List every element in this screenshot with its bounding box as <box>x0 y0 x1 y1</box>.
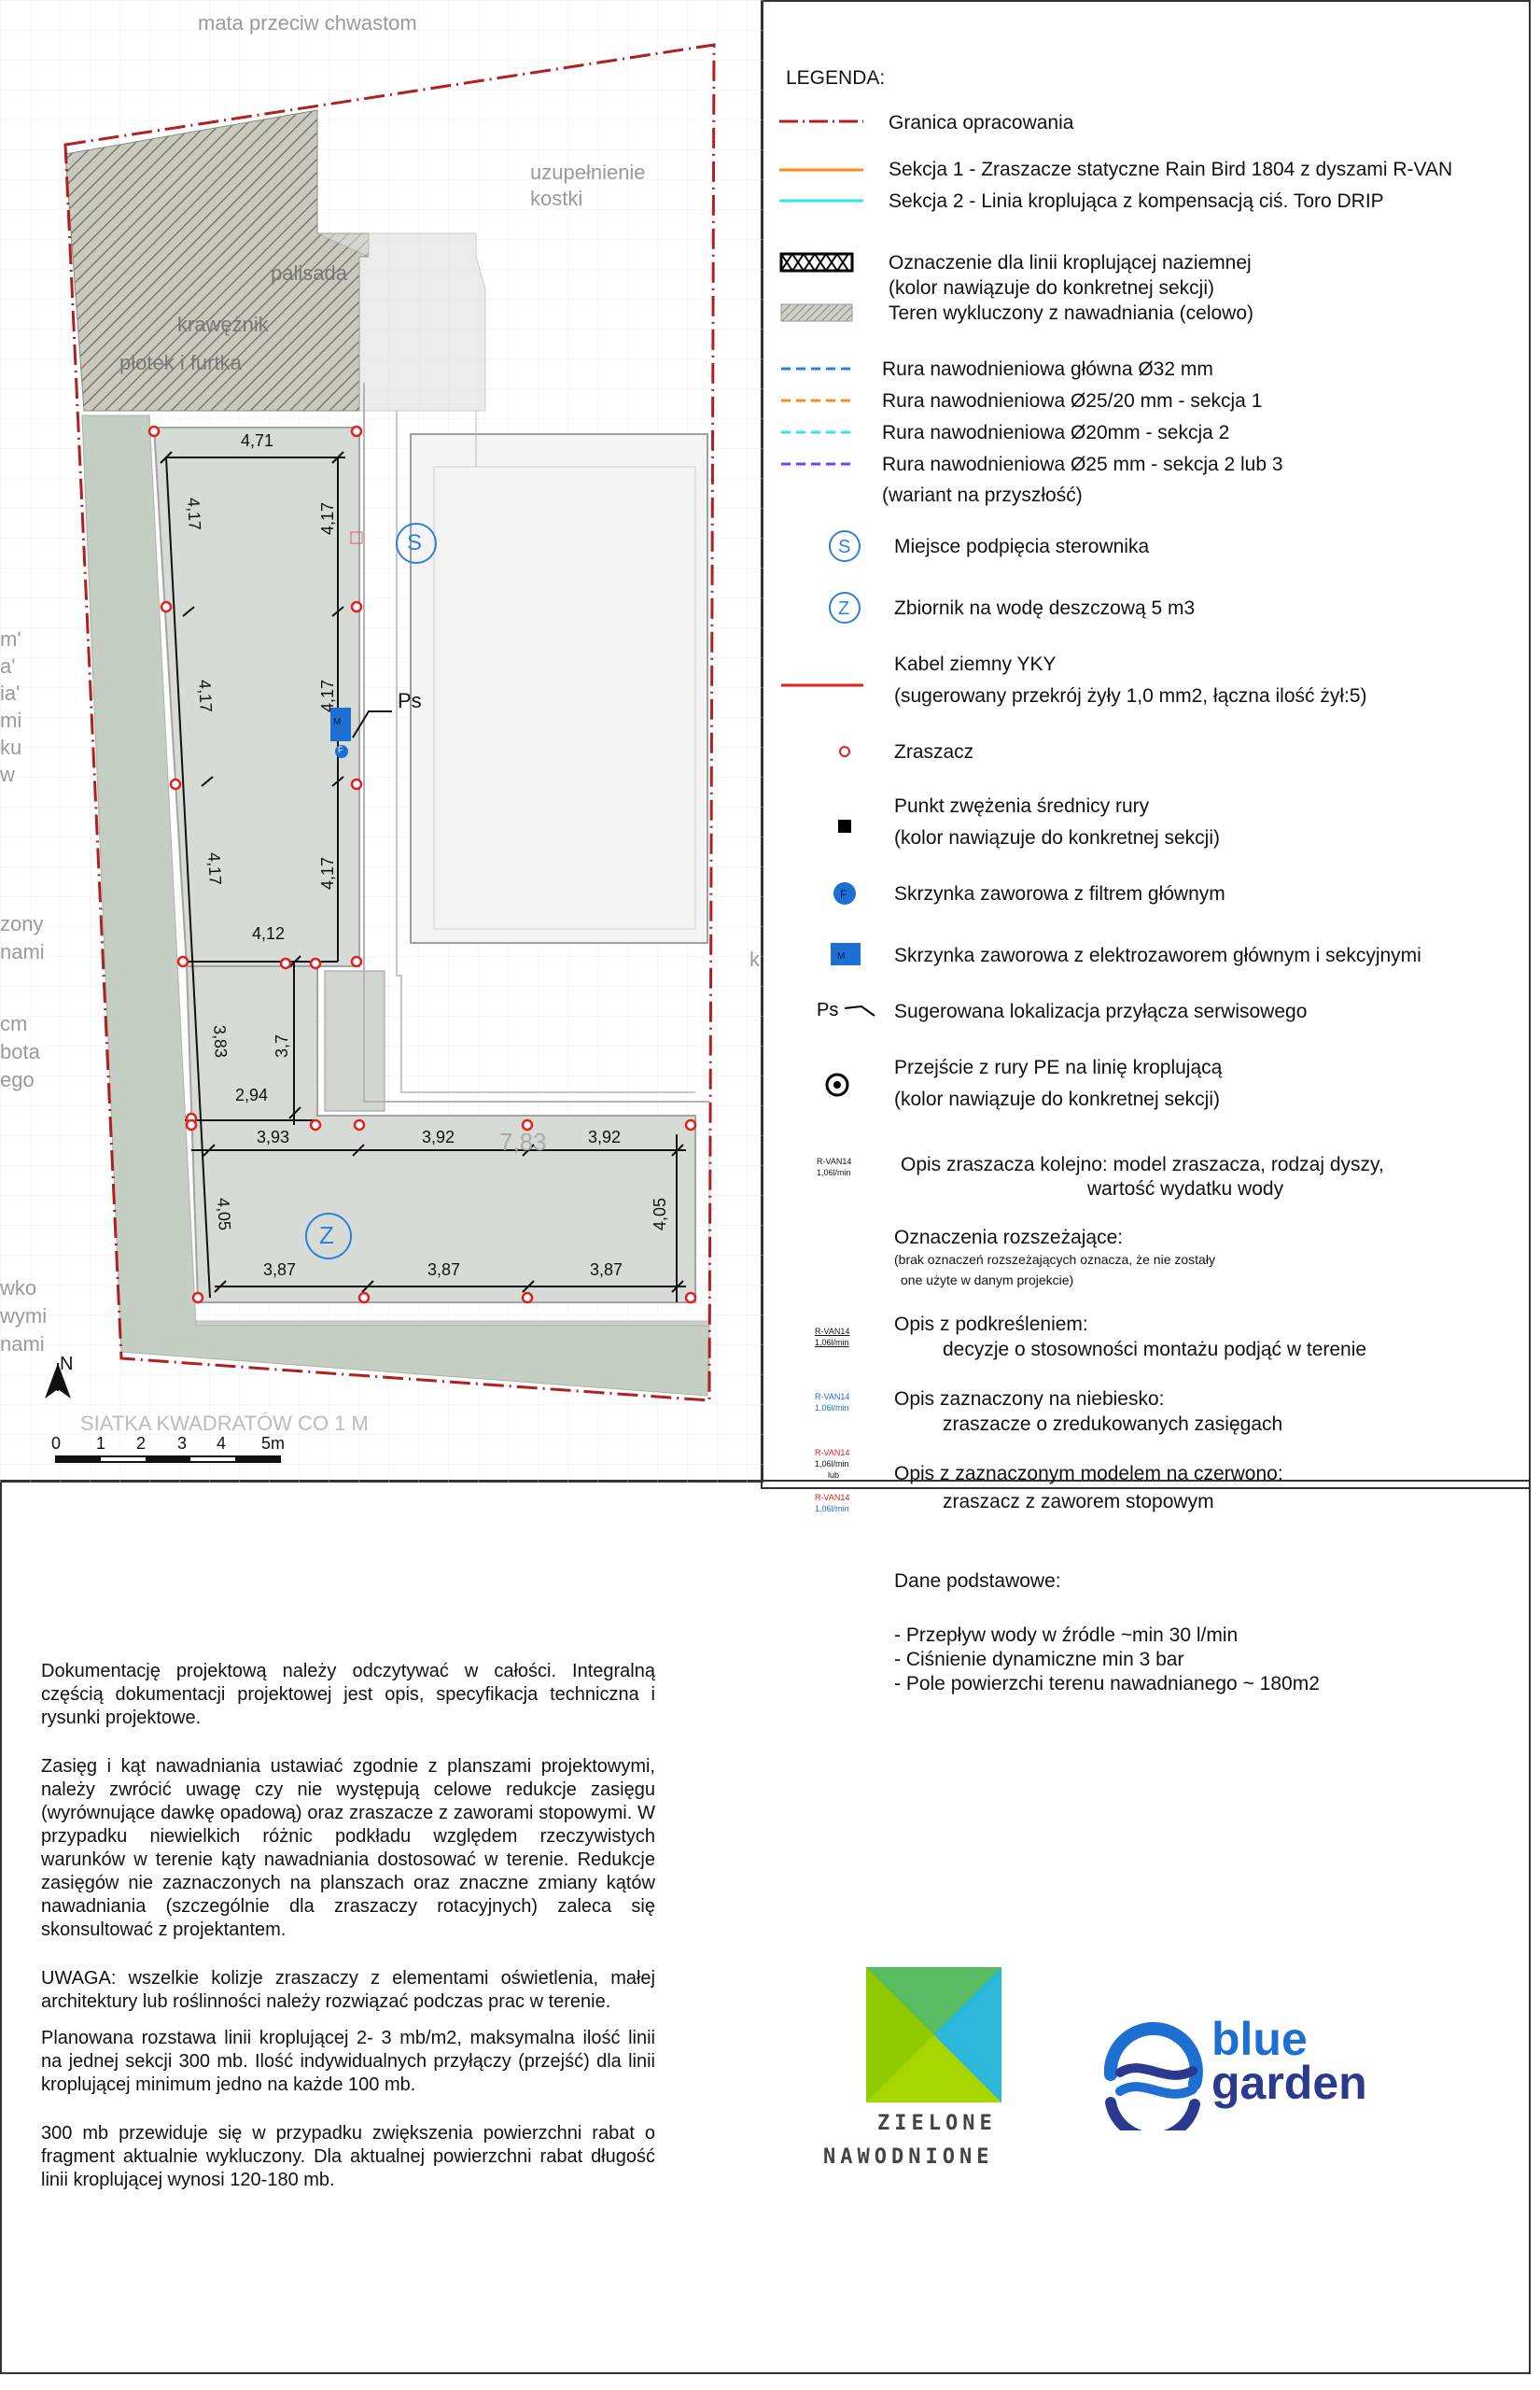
sample-blue <box>815 1391 849 1413</box>
dim-label: 3,83 <box>210 1024 231 1059</box>
plan-label-curb: krawężnik <box>177 313 269 336</box>
legend-item-filter: Skrzynka zaworowa z filtrem głównym <box>894 883 1225 905</box>
ext-red-desc: zraszacz z zaworem stopowym <box>943 1491 1214 1512</box>
bluegarden-word2: garden <box>1211 2057 1367 2109</box>
sprinkler[interactable] <box>352 957 361 966</box>
left-fragments-2 <box>0 910 45 966</box>
sprinkler[interactable] <box>352 780 361 789</box>
fragment: nami <box>0 940 45 963</box>
legend-item-section1: Sekcja 1 - Zraszacze statyczne Rain Bird 1804 z dyszami R-VAN <box>889 159 1453 180</box>
extended-title: Oznaczenia rozszeżające: <box>894 1227 1124 1248</box>
fragment: wymi <box>0 1304 48 1328</box>
zielone-line2: NAWODNIONE <box>823 2145 994 2169</box>
legend-item-sprinkler: Zraszacz <box>894 741 974 763</box>
building <box>411 434 707 943</box>
dim-label: 3,93 <box>257 1128 290 1146</box>
legend-item-pipe25-20: Rura nawodnieniowa Ø25/20 mm - sekcja 1 <box>882 390 1263 412</box>
basic-line: - Ciśnienie dynamiczne min 3 bar <box>894 1649 1184 1670</box>
legend-item-pipe32: Rura nawodnieniowa główna Ø32 mm <box>882 358 1213 380</box>
dim-label: 3,92 <box>588 1128 622 1146</box>
left-fragments-3 <box>0 1010 40 1094</box>
scale-tick: 2 <box>136 1434 147 1453</box>
legend-item-narrowing-note: (kolor nawiązuje do konkretnej sekcji) <box>894 827 1220 849</box>
label-desc-2: wartość wydatku wody <box>1087 1178 1284 1200</box>
legend-item-service: Sugerowana lokalizacja przyłącza serwisowego <box>894 1001 1308 1022</box>
bluegarden-logo-mark <box>1092 2018 1213 2130</box>
svg-text:F: F <box>840 888 847 901</box>
sprinkler[interactable] <box>171 780 180 789</box>
bluegarden-word1: blue <box>1211 2013 1308 2065</box>
ext-blue-desc: zraszacze o zredukowanych zasięgach <box>943 1413 1283 1435</box>
dim-label: 4,05 <box>214 1197 234 1231</box>
sample-or: lub <box>828 1470 840 1480</box>
fragment: ku <box>0 736 22 759</box>
fragment: mi <box>0 709 22 732</box>
dim-label: 4,17 <box>318 679 338 713</box>
label-sample <box>817 1156 851 1178</box>
sprinkler[interactable] <box>686 1120 695 1130</box>
valve-letter: M <box>333 717 342 727</box>
fragment: ia' <box>0 682 21 705</box>
sprinkler[interactable] <box>193 1293 203 1302</box>
extended-note1: (brak oznaczeń rozszeżających oznacza, że nie zostały <box>894 1252 1215 1267</box>
legend-item-drip-ground-note: (kolor nawiązuje do konkretnej sekcji) <box>889 277 1214 299</box>
basic-line: - Pole powierzchi terenu nawadnianego ~ 180m2 <box>894 1673 1320 1694</box>
label-flow: 1,06l/min <box>817 1168 851 1177</box>
dim-label: 4,12 <box>252 924 286 943</box>
scale-tick: 4 <box>217 1434 227 1453</box>
left-fragments-4 <box>0 1274 47 1358</box>
fragment: ego <box>0 1068 35 1091</box>
legend-item-controller: Miejsce podpięcia sterownika <box>894 536 1150 557</box>
label-desc: Opis zraszacza kolejno: model zraszacza, rodzaj dyszy, <box>901 1154 1384 1175</box>
left-fragments <box>0 626 21 788</box>
legend-item-section2: Sekcja 2 - Linia kroplująca z kompensacją ciś. Toro DRIP <box>889 190 1384 212</box>
legend-item-pipe20: Rura nawodnieniowa Ø20mm - sekcja 2 <box>882 422 1230 443</box>
dim-label: 3,92 <box>422 1128 455 1146</box>
fragment: wko <box>0 1276 37 1300</box>
target-icon <box>819 1066 856 1104</box>
dim-label: 4,17 <box>318 856 338 891</box>
basic-title: Dane podstawowe: <box>894 1570 1061 1592</box>
north-label: N <box>60 1354 74 1374</box>
scale-tick: 1 <box>96 1434 106 1453</box>
ext-blue-title: Opis zaznaczony na niebiesko: <box>894 1388 1165 1410</box>
ext-underline-title: Opis z podkreśleniem: <box>894 1314 1088 1335</box>
plan-label-fence: płotek i furtka <box>119 351 242 374</box>
legend <box>761 0 1531 1489</box>
hatch-diag-icon <box>781 304 852 321</box>
ext-red-title: Opis z zaznaczonym modelem na czerwono: <box>894 1463 1283 1484</box>
dim-label: 3,87 <box>263 1260 297 1279</box>
project-notes <box>41 1660 655 2217</box>
sprinkler[interactable] <box>352 427 361 436</box>
filter-letter: F <box>338 745 343 754</box>
fragment: w <box>0 763 15 786</box>
sample-model: R-VAN14 <box>815 1392 850 1401</box>
sprinkler[interactable] <box>161 602 171 612</box>
legend-item-pipe25-note: (wariant na przyszłość) <box>882 485 1083 506</box>
sprinkler[interactable] <box>355 1120 364 1130</box>
legend-symbols <box>779 93 910 1027</box>
sample-model: R-VAN14 <box>815 1493 850 1502</box>
black-square-icon <box>838 820 851 833</box>
sample-flow: 1,06l/min <box>815 1403 849 1413</box>
sample-flow: 1,06l/min <box>815 1504 849 1513</box>
ps-icon <box>845 1006 875 1016</box>
right-fragment: k <box>749 948 760 971</box>
fragment: cm <box>0 1012 28 1035</box>
legend-item-transition: Przejście z rury PE na linię kroplującą <box>894 1057 1223 1078</box>
fragment: a' <box>0 654 16 678</box>
svg-text:Ps: Ps <box>817 1000 839 1020</box>
sample-flow: 1,06l/min <box>815 1338 849 1347</box>
sample-red-cont <box>815 1492 849 1514</box>
sprinkler[interactable] <box>523 1293 532 1302</box>
note-paragraph: UWAGA: wszelkie kolizje zraszaczy z elementami oświetlenia, małej architektury lub roślinności należy rozwiązać podczas prac w terenie. <box>41 1968 655 2012</box>
scale-tick: 3 <box>177 1434 188 1453</box>
extended-note2: one użyte w danym projekcie) <box>901 1272 1074 1287</box>
legend-item-pipe25: Rura nawodnieniowa Ø25 mm - sekcja 2 lub 3 <box>882 454 1283 475</box>
sample-flow: 1,06l/min <box>815 1459 849 1469</box>
dim-label: 3,87 <box>427 1260 461 1279</box>
note-paragraph: Planowana rozstawa linii kroplującej 2- 3 mb/m2, maksymalna ilość linii na jednej sekcji 300 mb. Ilość indywidualnych przyłączy (przejść) dla linii kroplującej minimum jedno na każde 100 mb. <box>41 2028 655 2095</box>
fragment: bota <box>0 1040 40 1063</box>
sprinkler[interactable] <box>281 959 290 968</box>
plan-label-paving: kostki <box>530 187 583 210</box>
legend-item-drip-ground: Oznaczenie dla linii kroplującej naziemnej <box>889 252 1252 274</box>
legend-item-boundary: Granica opracowania <box>889 112 1074 134</box>
dim-label: 4,71 <box>241 431 274 450</box>
legend-item-tank: Zbiornik na wodę deszczową 5 m3 <box>894 598 1196 619</box>
svg-text:Z: Z <box>838 598 850 619</box>
scale-tick: 5m <box>261 1434 286 1453</box>
irrigation-plan <box>0 0 763 1483</box>
zielone-logo-mark <box>866 1967 1001 2102</box>
note-paragraph: Dokumentację projektową należy odczytywać w całości. Integralną częścią dokumentacji projektowej jest opis, specyfikacja techniczna i rysunki projektowe. <box>41 1661 655 1728</box>
svg-text:S: S <box>838 537 851 557</box>
fragment: m' <box>0 627 21 651</box>
dim-label: 3,7 <box>273 1033 292 1059</box>
grid-note: SIATKA KWADRATÓW CO 1 M <box>80 1412 369 1435</box>
dim-label: 2,94 <box>235 1086 269 1104</box>
controller-letter: S <box>407 530 423 555</box>
plan-label-palisade: palisada <box>271 261 347 285</box>
note-paragraph: 300 mb przewiduje się w przypadku zwiększenia powierzchni rabat o fragment aktualnie wykluczony. Dla aktualnej powierzchni rabat długość linii kroplującej wynosi 120-180 mb. <box>41 2123 655 2190</box>
label-model: R-VAN14 <box>817 1157 852 1166</box>
zielone-line1: ZIELONE <box>877 2112 997 2135</box>
sprinkler[interactable] <box>352 602 361 612</box>
note-paragraph: Zasięg i kąt nawadniania ustawiać zgodnie z planszami projektowymi, należy zwrócić uwagę czy nie występują celowe redukcje zasięgu (wyrównujące dawkę opadową) oraz zraszacze z zaworami stopowymi. W przypadku niewielkich różnic podkładu względem rzeczywistych warunków w terenie kąty nawadniania dostosować w terenie. Redukcje zasięgów nie zaznaczonych na planszach oraz znaczne zmiany kątów nawadniania (szczególnie dla zraszaczy rotacyjnych) zaleca się skonsultować z projektantem. <box>41 1756 655 1940</box>
dim-label-faint: 7,83 <box>499 1128 547 1156</box>
sprinkler[interactable] <box>149 427 159 436</box>
sample-model: R-VAN14 <box>815 1448 850 1457</box>
sample-red <box>815 1447 849 1481</box>
sample-model: R-VAN14 <box>815 1327 850 1336</box>
svg-text:M: M <box>837 951 846 962</box>
legend-item-excluded: Teren wykluczony z nawadniania (celowo) <box>889 302 1254 324</box>
sprinkler[interactable] <box>359 1293 369 1302</box>
sample-underlined <box>815 1326 849 1348</box>
dim-label: 3,87 <box>590 1260 623 1279</box>
basic-line: - Przepływ wody w źródle ~min 30 l/min <box>894 1624 1239 1646</box>
plan-label-complement: uzupełnienie <box>530 161 646 184</box>
hatch-x-icon <box>781 254 852 271</box>
dim-label: 4,17 <box>204 851 225 886</box>
sprinkler[interactable] <box>311 1120 320 1130</box>
legend-item-valve: Skrzynka zaworowa z elektrozaworem głównym i sekcyjnymi <box>894 945 1421 966</box>
sprinkler[interactable] <box>178 957 188 966</box>
scale-bar <box>56 1456 280 1462</box>
paving-strip <box>325 971 385 1111</box>
sprinkler[interactable] <box>686 1293 695 1302</box>
dim-label: 4,17 <box>195 679 216 713</box>
dim-label: 4,17 <box>318 501 338 536</box>
fragment: nami <box>0 1332 45 1356</box>
legend-item-cable-note: (sugerowany przekrój żyły 1,0 mm2, łączna ilość żył:5) <box>894 685 1367 707</box>
dim-label: 4,05 <box>651 1197 670 1231</box>
service-label: Ps <box>398 689 422 712</box>
fragment: zony <box>0 912 44 935</box>
ext-underline-desc: decyzje o stosowności montażu podjąć w terenie <box>943 1339 1367 1360</box>
legend-item-transition-note: (kolor nawiązuje do konkretnej sekcji) <box>894 1089 1220 1110</box>
zielone-logo <box>866 1967 1001 2102</box>
sprinkler[interactable] <box>311 959 320 968</box>
sprinkler[interactable] <box>187 1120 196 1130</box>
legend-item-narrowing: Punkt zwężenia średnicy rury <box>894 795 1150 817</box>
valve-icon <box>831 943 861 965</box>
legend-title: LEGENDA: <box>786 67 886 89</box>
plan-label-mat: mata przeciw chwastom <box>198 11 417 35</box>
legend-item-cable: Kabel ziemny YKY <box>894 654 1057 675</box>
tank-letter: Z <box>319 1221 334 1249</box>
dim-label: 4,17 <box>184 497 204 531</box>
scale-tick: 0 <box>51 1434 62 1453</box>
sprinkler-icon <box>840 747 849 756</box>
